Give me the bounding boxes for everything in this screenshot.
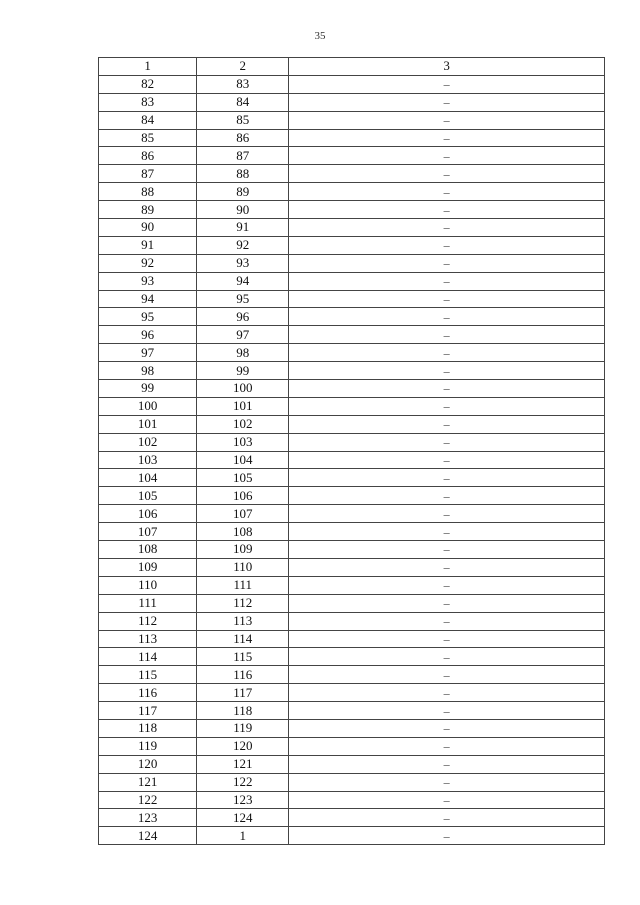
table-cell-col-2: 83 xyxy=(197,75,289,93)
table-row xyxy=(99,326,605,344)
table-cell-col-2: 112 xyxy=(197,594,289,612)
table-cell-col-3: – xyxy=(289,254,605,272)
table-cell-col-3: – xyxy=(289,397,605,415)
data-table xyxy=(98,57,605,845)
table-cell-col-3: – xyxy=(289,380,605,398)
table-cell-col-1: 110 xyxy=(99,576,197,594)
table-cell-col-3: – xyxy=(289,344,605,362)
table-cell-col-3: – xyxy=(289,576,605,594)
table-cell-col-1: 123 xyxy=(99,809,197,827)
table-cell-col-3: – xyxy=(289,469,605,487)
table-cell-col-2: 100 xyxy=(197,380,289,398)
table-cell-col-3: – xyxy=(289,93,605,111)
table-cell-col-1: 107 xyxy=(99,523,197,541)
table-row xyxy=(99,523,605,541)
table-cell-col-3: – xyxy=(289,755,605,773)
table-cell-col-1: 116 xyxy=(99,684,197,702)
table-cell-col-2: 120 xyxy=(197,737,289,755)
table-row xyxy=(99,93,605,111)
table-cell-col-3: – xyxy=(289,326,605,344)
table-body xyxy=(99,75,605,844)
table-row xyxy=(99,433,605,451)
table-cell-col-2: 96 xyxy=(197,308,289,326)
table-cell-col-2: 87 xyxy=(197,147,289,165)
table-cell-col-3: – xyxy=(289,702,605,720)
table-cell-col-3: – xyxy=(289,165,605,183)
table-row xyxy=(99,308,605,326)
table-cell-col-2: 123 xyxy=(197,791,289,809)
table-cell-col-3: – xyxy=(289,558,605,576)
table-row xyxy=(99,415,605,433)
table-cell-col-1: 87 xyxy=(99,165,197,183)
table-cell-col-1: 94 xyxy=(99,290,197,308)
table-row xyxy=(99,487,605,505)
table-cell-col-3: – xyxy=(289,236,605,254)
table-cell-col-1: 84 xyxy=(99,111,197,129)
table-row xyxy=(99,236,605,254)
table-cell-col-3: – xyxy=(289,719,605,737)
table-cell-col-3: – xyxy=(289,827,605,845)
table-cell-col-2: 99 xyxy=(197,362,289,380)
table-row xyxy=(99,147,605,165)
table-cell-col-3: – xyxy=(289,666,605,684)
table-cell-col-3: – xyxy=(289,505,605,523)
table-cell-col-1: 101 xyxy=(99,415,197,433)
table-cell-col-3: – xyxy=(289,290,605,308)
table-row xyxy=(99,594,605,612)
table-cell-col-3: – xyxy=(289,630,605,648)
table-cell-col-1: 93 xyxy=(99,272,197,290)
table-row xyxy=(99,451,605,469)
table-cell-col-2: 90 xyxy=(197,201,289,219)
table-row xyxy=(99,648,605,666)
header-col-1: 1 xyxy=(99,58,197,76)
table-cell-col-1: 124 xyxy=(99,827,197,845)
table-row xyxy=(99,165,605,183)
table-cell-col-3: – xyxy=(289,201,605,219)
table-cell-col-1: 105 xyxy=(99,487,197,505)
table-cell-col-2: 105 xyxy=(197,469,289,487)
table-cell-col-2: 119 xyxy=(197,719,289,737)
table-row xyxy=(99,290,605,308)
table-cell-col-3: – xyxy=(289,362,605,380)
table-cell-col-1: 88 xyxy=(99,183,197,201)
table-row xyxy=(99,630,605,648)
table-cell-col-3: – xyxy=(289,433,605,451)
table-cell-col-2: 95 xyxy=(197,290,289,308)
table-cell-col-1: 97 xyxy=(99,344,197,362)
table-cell-col-2: 124 xyxy=(197,809,289,827)
table-row xyxy=(99,129,605,147)
table-row xyxy=(99,541,605,559)
table-row xyxy=(99,666,605,684)
table-cell-col-3: – xyxy=(289,791,605,809)
table-cell-col-1: 95 xyxy=(99,308,197,326)
table-row xyxy=(99,612,605,630)
table-row xyxy=(99,397,605,415)
table-cell-col-2: 102 xyxy=(197,415,289,433)
table-cell-col-2: 97 xyxy=(197,326,289,344)
table-cell-col-2: 111 xyxy=(197,576,289,594)
table-row xyxy=(99,576,605,594)
table-cell-col-2: 94 xyxy=(197,272,289,290)
table-cell-col-1: 118 xyxy=(99,719,197,737)
table-row xyxy=(99,827,605,845)
table-cell-col-2: 93 xyxy=(197,254,289,272)
table-cell-col-1: 85 xyxy=(99,129,197,147)
table-cell-col-3: – xyxy=(289,451,605,469)
table-row xyxy=(99,737,605,755)
table-cell-col-2: 116 xyxy=(197,666,289,684)
table-cell-col-1: 82 xyxy=(99,75,197,93)
table-cell-col-2: 115 xyxy=(197,648,289,666)
table-row xyxy=(99,75,605,93)
table-row xyxy=(99,362,605,380)
table-cell-col-2: 110 xyxy=(197,558,289,576)
table-cell-col-1: 122 xyxy=(99,791,197,809)
table-cell-col-3: – xyxy=(289,684,605,702)
table-cell-col-1: 91 xyxy=(99,236,197,254)
table-row xyxy=(99,791,605,809)
table-row xyxy=(99,755,605,773)
table-cell-col-3: – xyxy=(289,308,605,326)
table-cell-col-2: 91 xyxy=(197,219,289,237)
table-cell-col-2: 101 xyxy=(197,397,289,415)
table-row xyxy=(99,719,605,737)
table-cell-col-3: – xyxy=(289,594,605,612)
table-cell-col-1: 106 xyxy=(99,505,197,523)
table-header xyxy=(99,58,605,76)
table-cell-col-3: – xyxy=(289,612,605,630)
table-cell-col-1: 109 xyxy=(99,558,197,576)
table-cell-col-3: – xyxy=(289,541,605,559)
table-cell-col-1: 104 xyxy=(99,469,197,487)
table-cell-col-2: 106 xyxy=(197,487,289,505)
table-cell-col-1: 119 xyxy=(99,737,197,755)
table-cell-col-1: 111 xyxy=(99,594,197,612)
table-cell-col-2: 89 xyxy=(197,183,289,201)
table-row xyxy=(99,183,605,201)
table-cell-col-2: 109 xyxy=(197,541,289,559)
header-col-3: 3 xyxy=(289,58,605,76)
table-cell-col-1: 112 xyxy=(99,612,197,630)
table-cell-col-1: 115 xyxy=(99,666,197,684)
table-cell-col-1: 92 xyxy=(99,254,197,272)
table-cell-col-1: 100 xyxy=(99,397,197,415)
table-row xyxy=(99,809,605,827)
table-cell-col-2: 104 xyxy=(197,451,289,469)
table-cell-col-2: 103 xyxy=(197,433,289,451)
table-cell-col-2: 98 xyxy=(197,344,289,362)
table-cell-col-2: 113 xyxy=(197,612,289,630)
table-cell-col-2: 84 xyxy=(197,93,289,111)
table-cell-col-2: 88 xyxy=(197,165,289,183)
table-cell-col-1: 102 xyxy=(99,433,197,451)
table-cell-col-1: 98 xyxy=(99,362,197,380)
table-cell-col-3: – xyxy=(289,773,605,791)
table-cell-col-3: – xyxy=(289,129,605,147)
table-cell-col-2: 85 xyxy=(197,111,289,129)
table-row xyxy=(99,469,605,487)
table-cell-col-1: 90 xyxy=(99,219,197,237)
table-cell-col-3: – xyxy=(289,523,605,541)
table-row xyxy=(99,773,605,791)
table-cell-col-1: 121 xyxy=(99,773,197,791)
table-row xyxy=(99,254,605,272)
table-cell-col-3: – xyxy=(289,415,605,433)
table-row xyxy=(99,505,605,523)
table-cell-col-3: – xyxy=(289,737,605,755)
table-cell-col-2: 114 xyxy=(197,630,289,648)
table-cell-col-3: – xyxy=(289,487,605,505)
table-cell-col-3: – xyxy=(289,147,605,165)
header-row xyxy=(99,58,605,76)
table-cell-col-1: 99 xyxy=(99,380,197,398)
table-row xyxy=(99,380,605,398)
table-cell-col-1: 89 xyxy=(99,201,197,219)
table-row xyxy=(99,344,605,362)
table-row xyxy=(99,702,605,720)
table-cell-col-2: 107 xyxy=(197,505,289,523)
table-cell-col-3: – xyxy=(289,111,605,129)
table-cell-col-1: 114 xyxy=(99,648,197,666)
table-row xyxy=(99,219,605,237)
table-cell-col-2: 86 xyxy=(197,129,289,147)
table-cell-col-1: 103 xyxy=(99,451,197,469)
table-cell-col-3: – xyxy=(289,272,605,290)
table-cell-col-1: 113 xyxy=(99,630,197,648)
table-cell-col-3: – xyxy=(289,648,605,666)
table-cell-col-1: 83 xyxy=(99,93,197,111)
table-cell-col-1: 117 xyxy=(99,702,197,720)
table-cell-col-2: 1 xyxy=(197,827,289,845)
table-row xyxy=(99,201,605,219)
table-cell-col-1: 86 xyxy=(99,147,197,165)
table-row xyxy=(99,272,605,290)
table-cell-col-2: 92 xyxy=(197,236,289,254)
table-cell-col-2: 122 xyxy=(197,773,289,791)
table-cell-col-2: 117 xyxy=(197,684,289,702)
page-number: 35 xyxy=(314,30,326,42)
table-row xyxy=(99,684,605,702)
table-row xyxy=(99,111,605,129)
table-cell-col-1: 96 xyxy=(99,326,197,344)
table-cell-col-3: – xyxy=(289,219,605,237)
table-cell-col-1: 108 xyxy=(99,541,197,559)
table-cell-col-3: – xyxy=(289,183,605,201)
table-cell-col-1: 120 xyxy=(99,755,197,773)
table-cell-col-3: – xyxy=(289,809,605,827)
table-cell-col-2: 121 xyxy=(197,755,289,773)
header-col-2: 2 xyxy=(197,58,289,76)
table-cell-col-2: 118 xyxy=(197,702,289,720)
table-cell-col-3: – xyxy=(289,75,605,93)
table-cell-col-2: 108 xyxy=(197,523,289,541)
table-row xyxy=(99,558,605,576)
